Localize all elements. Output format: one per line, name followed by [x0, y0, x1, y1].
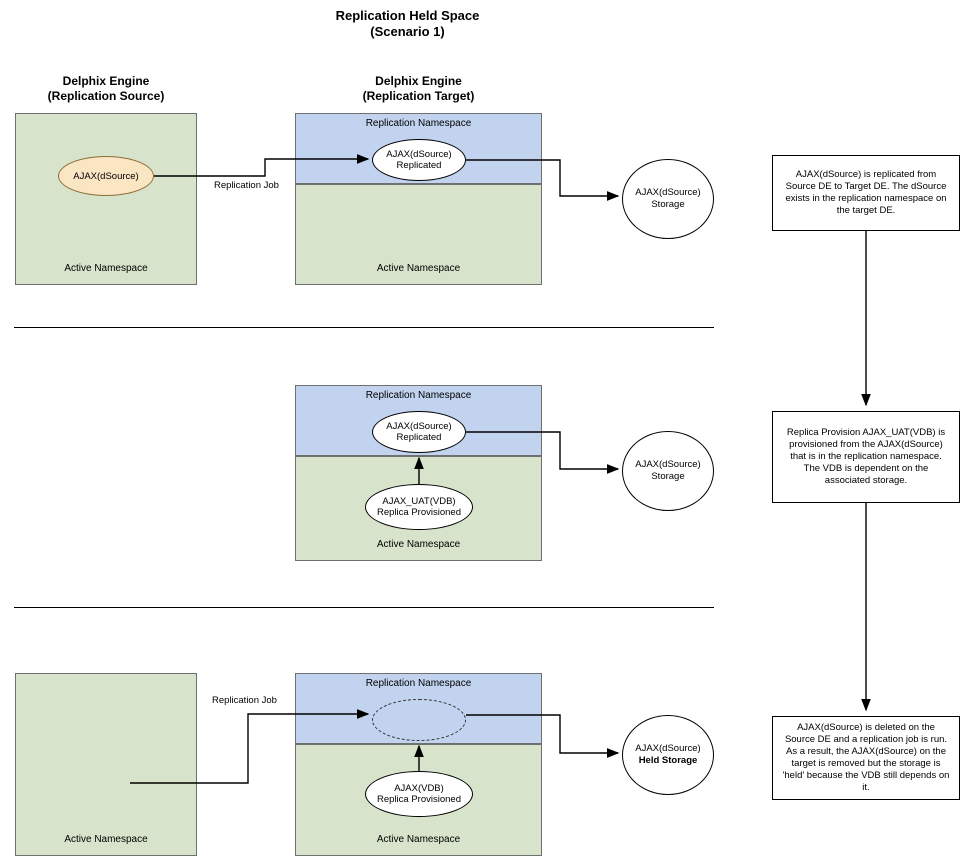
- row2-target-active-namespace-label: Active Namespace: [376, 539, 461, 550]
- source-engine-header-line1: Delphix Engine: [62, 74, 150, 88]
- row3-target-active-namespace-label: Active Namespace: [376, 834, 461, 845]
- row1-storage-line1: AJAX(dSource): [635, 187, 701, 198]
- row1-replication-job-label: Replication Job: [214, 180, 279, 191]
- row3-replication-job-label: Replication Job: [212, 695, 277, 706]
- row3-storage-circle: [622, 715, 714, 795]
- page-title: [0, 8, 815, 40]
- section-divider-1: [14, 327, 714, 328]
- target-engine-header: [295, 74, 542, 104]
- row2-target-replicated-line1: AJAX(dSource): [386, 421, 452, 432]
- row2-storage-line2: Storage: [651, 471, 685, 482]
- row1-source-active-namespace: [15, 113, 197, 285]
- row3-replication-namespace-label: Replication Namespace: [365, 678, 472, 689]
- row1-note-text: AJAX(dSource) is replicated from Source DE to Target DE. The dSource exists in the replication namespace on the target DE.: [785, 169, 947, 216]
- source-engine-header: [15, 74, 197, 104]
- row3-replica-provisioned-line2: Replica Provisioned: [377, 794, 461, 805]
- row3-note-text: AJAX(dSource) is deleted on the Source DE and a replication job is run. As a result, the AJAX(dSource) on the target is removed but the storage is 'held' because the VDB still depends on it.: [782, 722, 950, 793]
- row3-storage-line2: Held Storage: [638, 755, 698, 766]
- row2-replication-namespace-label: Replication Namespace: [365, 390, 472, 401]
- row3-source-active-namespace-label: Active Namespace: [64, 834, 148, 845]
- target-engine-header-line2: (Replication Target): [362, 89, 475, 103]
- row3-note: [772, 716, 960, 800]
- row2-target-replicated-ellipse: [372, 411, 466, 453]
- target-engine-header-line1: Delphix Engine: [375, 74, 462, 88]
- row3-storage-line1: AJAX(dSource): [635, 743, 701, 754]
- row1-target-active-namespace: [295, 184, 542, 285]
- row1-source-dsource-ellipse: [58, 156, 154, 196]
- row2-note-text: Replica Provision AJAX_UAT(VDB) is provisioned from the AJAX(dSource) that is in the replication namespace. The VDB is dependent on the associated storage.: [786, 427, 946, 486]
- row3-replica-provisioned-ellipse: [365, 771, 473, 817]
- page-title-line1: Replication Held Space: [335, 8, 480, 23]
- row2-replica-provisioned-line2: Replica Provisioned: [377, 507, 461, 518]
- row3-removed-dsource-ellipse: [372, 699, 466, 741]
- row2-replica-provisioned-line1: AJAX_UAT(VDB): [382, 496, 456, 507]
- row1-replication-namespace-label: Replication Namespace: [365, 118, 472, 129]
- row3-replica-provisioned-line1: AJAX(VDB): [394, 783, 444, 794]
- row1-source-active-namespace-label: Active Namespace: [64, 263, 148, 274]
- row1-target-replicated-ellipse: [372, 139, 466, 181]
- row2-replica-provisioned-ellipse: [365, 484, 473, 530]
- row1-target-replicated-line1: AJAX(dSource): [386, 149, 452, 160]
- row2-storage-circle: [622, 431, 714, 511]
- section-divider-2: [14, 607, 714, 608]
- row1-storage-line2: Storage: [651, 199, 685, 210]
- page-title-line2: (Scenario 1): [370, 24, 445, 39]
- row1-target-replicated-line2: Replicated: [396, 160, 442, 171]
- row1-target-active-namespace-label: Active Namespace: [376, 263, 461, 274]
- source-engine-header-line2: (Replication Source): [47, 89, 165, 103]
- row2-storage-line1: AJAX(dSource): [635, 459, 701, 470]
- row3-source-active-namespace: [15, 673, 197, 856]
- row1-note: [772, 155, 960, 231]
- row2-note: [772, 411, 960, 503]
- row2-target-replicated-line2: Replicated: [396, 432, 442, 443]
- row1-storage-circle: [622, 159, 714, 239]
- row1-source-dsource-label: AJAX(dSource): [73, 170, 139, 182]
